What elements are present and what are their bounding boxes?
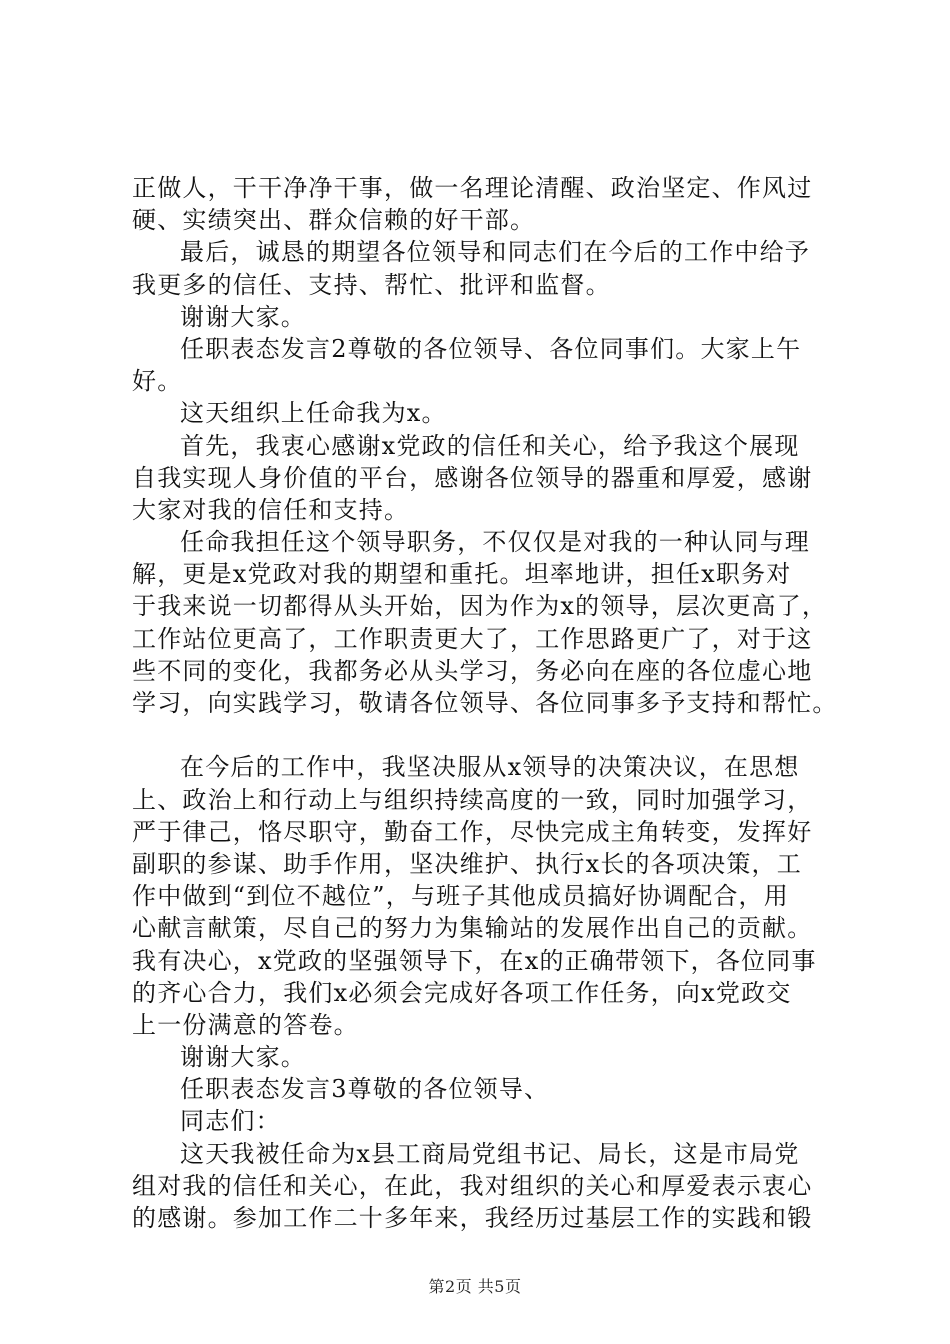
text-line: 严于律己，恪尽职守，勤奋工作，尽快完成主角转变，发挥好 [132,817,813,846]
text-line: 首先，我衷心感谢x党政的信任和关心，给予我这个展现 [180,431,800,460]
document-body [132,172,838,1234]
text-line: 任命我担任这个领导职务，不仅仅是对我的一种认同与理 [180,528,810,557]
text-line: 工作站位更高了，工作职责更大了，工作思路更广了，对于这 [132,624,813,653]
text-line: 在今后的工作中，我坚决服从x领导的决策决议，在思想 [180,753,800,782]
text-line: 最后，诚恳的期望各位领导和同志们在今后的工作中给予 [180,238,810,267]
text-line: 这天组织上任命我为x。 [180,399,447,428]
text-line: 组对我的信任和关心，在此，我对组织的关心和厚爱表示衷心 [132,1171,813,1200]
text-line: 上、政治上和行动上与组织持续高度的一致，同时加强学习， [132,785,813,814]
text-line: 任职表态发言2尊敬的各位领导、各位同事们。大家上午 [180,334,802,363]
text-line: 作中做到“到位不越位”，与班子其他成员搞好协调配合，用 [132,882,789,911]
text-line: 上一份满意的答卷。 [132,1010,359,1039]
text-line: 好。 [132,367,183,396]
text-line: 于我来说一切都得从头开始，因为作为x的领导，层次更高了， [132,592,828,621]
text-line: 谢谢大家。 [180,1043,306,1072]
text-line: 同志们： [180,1107,281,1136]
paragraph-gap [132,719,832,751]
text-line: 副职的参谋、助手作用，坚决维护、执行x长的各项决策，工 [132,849,802,878]
text-line: 硬、实绩突出、群众信赖的好干部。 [132,206,536,235]
text-line: 这天我被任命为x县工商局党组书记、局长，这是市局党 [180,1139,800,1168]
text-line: 的感谢。参加工作二十多年来，我经历过基层工作的实践和锻 [132,1204,813,1232]
text-line: 我有决心，x党政的坚强领导下，在x的正确带领下，各位同事 [132,946,817,975]
text-line: 谢谢大家。 [180,302,306,331]
page-number-footer: 第2页 共5页 [428,1277,522,1296]
text-line: 解，更是x党政对我的期望和重托。坦率地讲，担任x职务对 [132,560,792,589]
text-line: 大家对我的信任和支持。 [132,495,410,524]
text-line: 的齐心合力，我们x必须会完成好各项工作任务，向x党政交 [132,978,792,1007]
text-line: 学习，向实践学习，敬请各位领导、各位同事多予支持和帮忙。 [132,689,838,717]
text-line: 正做人，干干净净干事，做一名理论清醒、政治坚定、作风过 [132,174,813,202]
text-line: 些不同的变化，我都务必从头学习，务必向在座的各位虚心地 [132,656,813,685]
text-line: 我更多的信任、支持、帮忙、批评和监督。 [132,270,611,299]
text-line: 自我实现人身价值的平台，感谢各位领导的器重和厚爱，感谢 [132,463,813,492]
text-line: 心献言献策，尽自己的努力为集输站的发展作出自己的贡献。 [132,914,813,943]
text-line: 任职表态发言3尊敬的各位领导、 [180,1075,550,1104]
